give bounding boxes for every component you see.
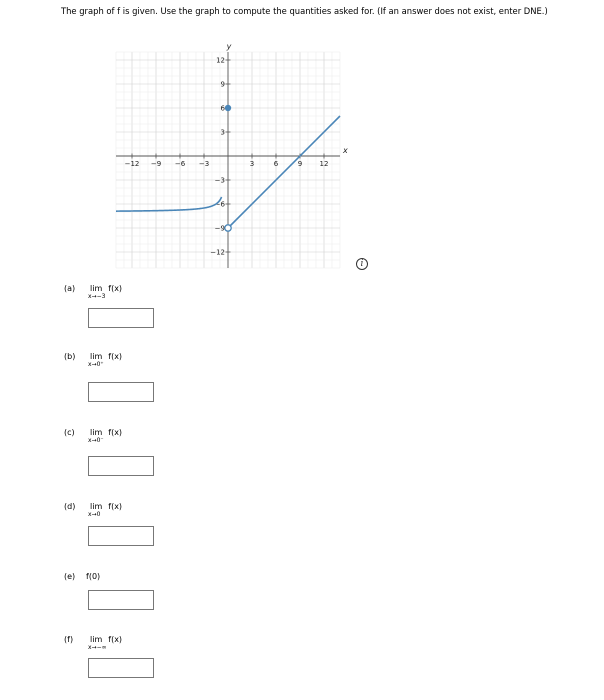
y-tick-label: −9 <box>214 224 225 233</box>
answer-input-e[interactable] <box>88 590 154 610</box>
limit-expression: lim f(x) <box>90 428 123 437</box>
question-label: (f) <box>64 635 74 644</box>
limit-approach: x→0⁻ <box>88 437 104 444</box>
y-tick-label: −3 <box>214 176 225 185</box>
x-axis-label: x <box>343 146 348 155</box>
limit-expression: lim f(x) <box>90 352 123 361</box>
limit-approach: x→−∞ <box>88 644 107 651</box>
open-point <box>225 225 231 231</box>
x-tick-label: 6 <box>273 160 279 168</box>
limit-expression: lim f(x) <box>90 635 123 644</box>
y-tick-label: −6 <box>214 200 225 209</box>
answer-input-c[interactable] <box>88 456 154 476</box>
limit-approach: x→0 <box>88 511 101 518</box>
limit-expression: lim f(x) <box>90 502 123 511</box>
y-tick-label: 9 <box>220 80 225 89</box>
function-value-expression: f(0) <box>86 572 101 581</box>
limit-approach: x→−3 <box>88 293 106 300</box>
x-tick-label: 9 <box>297 160 303 168</box>
question-label: (e) <box>64 572 76 581</box>
x-tick-label: −3 <box>198 160 210 168</box>
x-tick-label: −6 <box>174 160 186 168</box>
filled-point <box>225 105 231 111</box>
y-axis-label: y <box>226 42 232 51</box>
limit-approach: x→0⁺ <box>88 361 104 368</box>
x-tick-label: −12 <box>124 160 140 168</box>
x-tick-label: 12 <box>319 160 329 168</box>
y-tick-label: 3 <box>220 128 225 137</box>
function-graph <box>110 38 350 270</box>
limit-expression: lim f(x) <box>90 284 123 293</box>
y-tick-label: 12 <box>216 56 225 65</box>
y-tick-label: 6 <box>220 104 225 113</box>
question-label: (c) <box>64 428 75 437</box>
question-label: (d) <box>64 502 76 511</box>
question-label: (a) <box>64 284 76 293</box>
y-tick-label: −12 <box>210 248 225 257</box>
question-label: (b) <box>64 352 76 361</box>
instructions: The graph of f is given. Use the graph to compute the quantities asked for. (If an answer does not exist, enter DNE.) <box>61 6 548 16</box>
answer-input-d[interactable] <box>88 526 154 546</box>
answer-input-b[interactable] <box>88 382 154 402</box>
x-tick-label: 3 <box>249 160 255 168</box>
answer-input-a[interactable] <box>88 308 154 328</box>
info-icon[interactable]: i <box>356 258 368 270</box>
answer-input-f[interactable] <box>88 658 154 678</box>
x-tick-label: −9 <box>150 160 162 168</box>
